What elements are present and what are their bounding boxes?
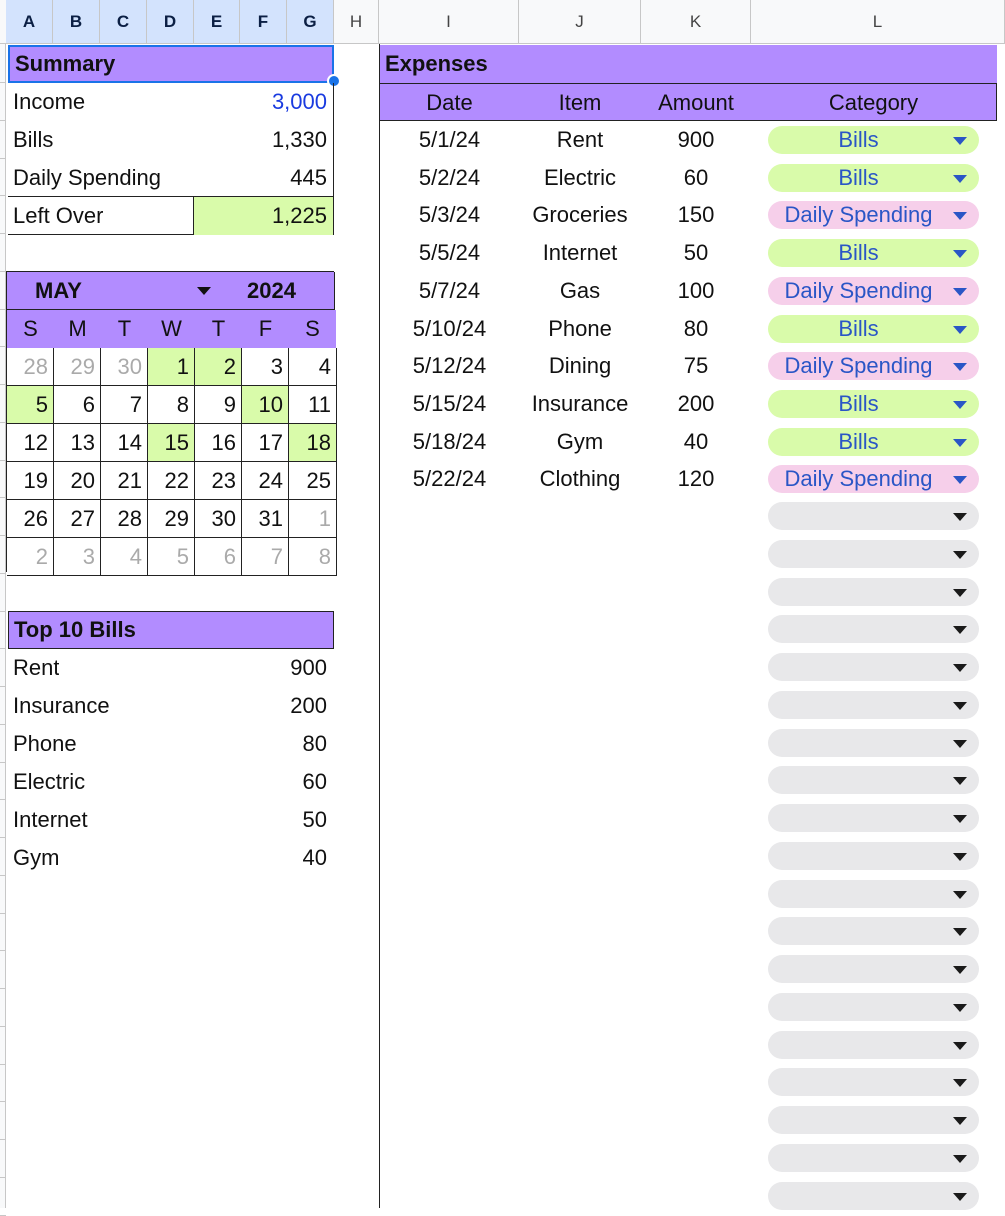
row-tick [0,120,6,121]
calendar-day[interactable]: 1 [289,500,337,538]
category-dropdown-empty[interactable] [768,955,979,983]
expense-date[interactable]: 5/18/24 [412,428,487,454]
category-label: Bills [838,240,879,266]
calendar-day[interactable]: 8 [289,538,337,576]
expense-amount[interactable]: 75 [683,353,709,379]
row-tick [0,837,6,838]
calendar-day[interactable]: 27 [54,500,101,538]
category-dropdown-empty[interactable] [768,842,979,870]
expense-amount[interactable]: 50 [683,240,709,266]
calendar-day[interactable]: 3 [242,348,289,386]
calendar-day[interactable]: 21 [101,462,148,500]
dropdown-arrow-icon [953,363,967,371]
category-label: Bills [838,127,879,152]
calendar-day[interactable]: 7 [242,538,289,576]
dropdown-arrow-icon [953,551,967,559]
expenses-header-row [380,83,997,121]
row-tick [0,309,6,310]
expense-date[interactable]: 5/7/24 [418,277,481,303]
row-tick [0,384,6,385]
column-header-K[interactable]: K [641,0,751,44]
category-dropdown-empty[interactable] [768,917,979,945]
category-label: Bills [838,315,879,341]
row-tick [0,1215,6,1216]
category-label: Daily Spending [784,353,933,379]
dropdown-arrow-icon [953,1079,967,1087]
calendar-day[interactable]: 18 [289,424,337,462]
column-header-F[interactable]: F [240,0,287,44]
calendar-header [7,272,335,310]
category-dropdown[interactable] [768,465,979,493]
expense-item[interactable]: Electric [543,164,617,190]
top-bill-label: Internet [13,807,88,832]
calendar-day[interactable]: 12 [7,424,54,462]
calendar-day[interactable]: 23 [195,462,242,500]
row-tick [0,686,6,687]
expense-amount[interactable]: 200 [677,390,715,416]
calendar-day[interactable]: 5 [7,386,54,424]
row-tick [0,82,6,83]
category-dropdown-empty[interactable] [768,804,979,832]
summary-table [8,83,334,235]
dropdown-arrow-icon [953,1193,967,1201]
calendar-day[interactable]: 31 [242,500,289,538]
row-tick [0,497,6,498]
category-dropdown-empty[interactable] [768,993,979,1021]
category-dropdown-empty[interactable] [768,691,979,719]
calendar-day[interactable]: 20 [54,462,101,500]
dropdown-arrow-icon [953,853,967,861]
category-dropdown-empty[interactable] [768,729,979,757]
calendar-day[interactable]: 26 [7,500,54,538]
row-tick [0,271,6,272]
calendar-day[interactable]: 14 [101,424,148,462]
category-dropdown[interactable] [768,315,979,343]
row-tick [0,875,6,876]
calendar-month[interactable]: MAY [35,278,82,303]
calendar-day[interactable]: 7 [101,386,148,424]
calendar-day[interactable]: 24 [242,462,289,500]
dropdown-arrow-icon [953,513,967,521]
row-tick [0,158,6,159]
calendar-day[interactable]: 19 [7,462,54,500]
calendar-day[interactable]: 29 [54,348,101,386]
dropdown-arrow-icon [953,137,967,145]
dropdown-arrow-icon [953,928,967,936]
row-tick [0,950,6,951]
header-amount[interactable]: Amount [658,90,734,115]
column-header-E[interactable]: E [194,0,240,44]
expense-date[interactable]: 5/5/24 [418,240,481,266]
calendar-day[interactable]: 29 [148,500,195,538]
top-bill-value: 900 [290,655,327,680]
weekday-header: T [195,310,242,348]
category-label: Daily Spending [784,466,933,492]
dropdown-arrow-icon [953,702,967,710]
expense-amount[interactable]: 80 [683,315,709,341]
row-tick [0,233,6,234]
calendar-day[interactable]: 30 [195,500,242,538]
dropdown-arrow-icon [953,777,967,785]
expense-amount[interactable]: 100 [677,277,715,303]
category-dropdown-empty[interactable] [768,880,979,908]
row-gutter [0,44,6,1208]
dropdown-arrow-icon [953,891,967,899]
dropdown-arrow-icon [953,288,967,296]
category-dropdown[interactable] [768,277,979,305]
expense-amount[interactable]: 150 [677,202,715,228]
category-dropdown[interactable] [768,239,979,267]
row-tick [0,195,6,196]
dropdown-arrow-icon [953,740,967,748]
dropdown-arrow-icon [953,966,967,974]
summary-value-left-over[interactable]: 1,225 [193,197,333,235]
row-tick [0,1139,6,1140]
calendar-day[interactable]: 2 [195,348,242,386]
expense-item[interactable]: Insurance [531,390,629,416]
top-bill-value: 60 [302,769,327,794]
summary-label-bills: Bills [13,127,54,152]
calendar [6,271,334,572]
expense-item[interactable]: Internet [542,240,618,266]
column-header-L[interactable]: L [751,0,1005,44]
category-dropdown[interactable] [768,352,979,380]
category-dropdown-empty[interactable] [768,502,979,530]
top-bill-label: Electric [13,769,86,794]
category-dropdown[interactable] [768,126,979,154]
expense-item[interactable]: Gas [559,277,601,303]
calendar-day[interactable]: 25 [289,462,337,500]
weekday-header: F [242,310,289,348]
category-dropdown[interactable] [768,428,979,456]
dropdown-arrow-icon [953,1042,967,1050]
category-dropdown-empty[interactable] [768,1144,979,1172]
calendar-day[interactable]: 6 [54,386,101,424]
calendar-day[interactable]: 5 [148,538,195,576]
row-tick [0,1101,6,1102]
category-dropdown-empty[interactable] [768,578,979,606]
column-header-J[interactable]: J [519,0,641,44]
category-label: Daily Spending [784,277,933,303]
row-tick [0,611,6,612]
expense-amount[interactable]: 40 [683,428,709,454]
calendar-day[interactable]: 6 [195,538,242,576]
expense-amount[interactable]: 900 [677,127,715,152]
dropdown-arrow-icon [953,476,967,484]
column-header-C[interactable]: C [100,0,147,44]
weekday-header: W [148,310,195,348]
top-bill-value: 80 [302,731,327,756]
dropdown-arrow-icon [953,326,967,334]
calendar-day[interactable]: 3 [54,538,101,576]
calendar-day[interactable]: 8 [148,386,195,424]
calendar-day[interactable]: 10 [242,386,289,424]
header-date[interactable]: Date [426,90,473,115]
summary-value-bills[interactable]: 1,330 [271,127,327,152]
category-dropdown-empty[interactable] [768,1031,979,1059]
calendar-day[interactable]: 11 [289,386,337,424]
row-tick [0,535,6,536]
calendar-day[interactable]: 9 [195,386,242,424]
dropdown-arrow-icon [953,1004,967,1012]
dropdown-arrow-icon [953,626,967,634]
calendar-day[interactable]: 4 [289,348,337,386]
top-bill-label: Phone [13,731,77,756]
expense-item[interactable]: Clothing [539,466,621,492]
expense-item[interactable]: Rent [556,127,604,152]
expense-date[interactable]: 5/10/24 [412,315,487,341]
expenses-title: Expenses [380,45,997,83]
column-header-B[interactable]: B [53,0,100,44]
column-header-H[interactable]: H [334,0,379,44]
calendar-day[interactable]: 13 [54,424,101,462]
category-label: Daily Spending [784,202,933,228]
column-header-G[interactable]: G [287,0,334,44]
top-bill-label: Gym [13,845,60,870]
header-category[interactable]: Category [828,90,919,115]
top-bill-value: 200 [290,693,327,718]
category-label: Bills [838,428,879,454]
expense-item[interactable]: Phone [548,315,612,341]
top-bill-value: 40 [302,845,327,870]
calendar-day[interactable]: 16 [195,424,242,462]
row-tick [0,573,6,574]
summary-label-daily-spending: Daily Spending [13,165,161,190]
calendar-day[interactable]: 4 [101,538,148,576]
expense-date[interactable]: 5/3/24 [418,202,481,228]
weekday-header: T [101,310,148,348]
row-tick [0,460,6,461]
expense-date[interactable]: 5/15/24 [412,390,487,416]
calendar-day[interactable]: 2 [7,538,54,576]
row-tick [0,799,6,800]
summary-title: Summary [8,45,334,83]
dropdown-arrow-icon [953,1155,967,1163]
row-tick [0,762,6,763]
calendar-day[interactable]: 28 [101,500,148,538]
expense-date[interactable]: 5/2/24 [418,164,481,190]
category-dropdown-empty[interactable] [768,653,979,681]
weekday-header: S [289,310,336,348]
category-dropdown-empty[interactable] [768,1182,979,1210]
dropdown-arrow-icon [953,401,967,409]
expense-date[interactable]: 5/12/24 [412,353,487,379]
column-header-A[interactable]: A [6,0,53,44]
category-dropdown[interactable] [768,390,979,418]
weekday-header: M [54,310,101,348]
column-header-I[interactable]: I [379,0,519,44]
dropdown-arrow-icon [953,250,967,258]
calendar-day[interactable]: 1 [148,348,195,386]
row-tick [0,346,6,347]
summary-value-daily-spending[interactable]: 445 [290,165,327,190]
calendar-day[interactable]: 17 [242,424,289,462]
category-label: Bills [838,164,879,190]
top-bill-label: Rent [13,655,60,680]
category-dropdown[interactable] [768,164,979,192]
row-tick [0,1064,6,1065]
row-tick [0,1177,6,1178]
row-tick [0,724,6,725]
summary-label-left-over: Left Over [13,203,104,228]
row-tick [0,913,6,914]
summary-value-income[interactable]: 3,000 [271,89,327,114]
expense-date[interactable]: 5/22/24 [412,466,487,492]
header-item[interactable]: Item [558,90,602,115]
category-dropdown-empty[interactable] [768,1068,979,1096]
calendar-day[interactable]: 22 [148,462,195,500]
expense-item[interactable]: Dining [548,353,612,379]
row-tick [0,648,6,649]
expense-item[interactable]: Gym [556,428,604,454]
top-bill-label: Insurance [13,693,110,718]
category-dropdown-empty[interactable] [768,766,979,794]
expense-amount[interactable]: 120 [677,466,715,492]
row-tick [0,1026,6,1027]
calendar-day[interactable]: 15 [148,424,195,462]
dropdown-arrow-icon [953,1117,967,1125]
weekday-header: S [7,310,54,348]
dropdown-arrow-icon [953,815,967,823]
calendar-day[interactable]: 28 [7,348,54,386]
dropdown-arrow-icon [953,175,967,183]
category-dropdown-empty[interactable] [768,1106,979,1134]
top-bill-value: 50 [302,807,327,832]
category-dropdown-empty[interactable] [768,615,979,643]
calendar-day[interactable]: 30 [101,348,148,386]
category-dropdown-empty[interactable] [768,540,979,568]
top-bills-title: Top 10 Bills [8,611,334,649]
category-label: Bills [838,390,879,416]
expense-date[interactable]: 5/1/24 [418,127,481,152]
row-tick [0,422,6,423]
expense-amount[interactable]: 60 [683,164,709,190]
category-dropdown[interactable] [768,201,979,229]
calendar-year[interactable]: 2024 [247,278,296,303]
month-dropdown-icon[interactable] [197,287,211,295]
dropdown-arrow-icon [953,589,967,597]
expense-item[interactable]: Groceries [532,202,628,228]
dropdown-arrow-icon [953,664,967,672]
row-tick [0,988,6,989]
column-header-D[interactable]: D [147,0,194,44]
summary-label-income: Income [13,89,86,114]
dropdown-arrow-icon [953,212,967,220]
dropdown-arrow-icon [953,439,967,447]
